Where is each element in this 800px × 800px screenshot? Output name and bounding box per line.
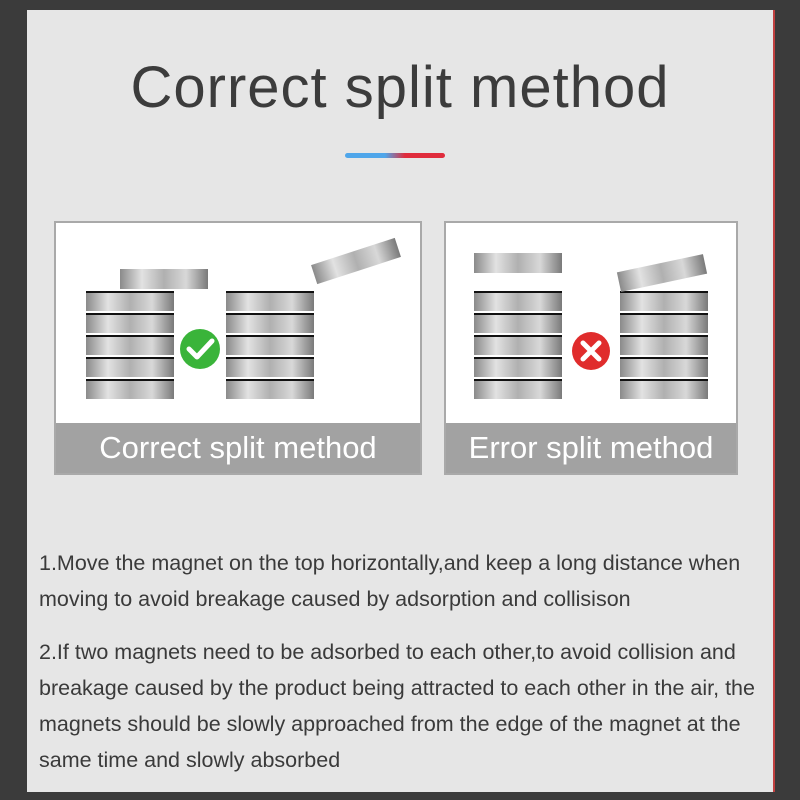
check-icon [180,329,220,369]
left-magnet-stack [474,292,562,399]
error-method-caption: Error split method [446,423,736,473]
page-title: Correct split method [130,55,670,120]
instruction-step-2: 2.If two magnets need to be adsorbed to each other,to avoid collision and breakage caused by the product being attracted to each other in the air, the magnets should be slowly approached from the edge of the magnet at the same time and slowly absorbed [39,640,755,772]
error-method-illustration [446,223,736,423]
instruction-step-1: 1.Move the magnet on the top horizontally,and keep a long distance when moving to avoid breakage caused by adsorption and collisison [39,551,741,611]
left-magnet-stack [86,292,174,399]
title-accent-bar [345,153,445,158]
content-panel [27,10,775,792]
tilted-magnet [311,238,401,284]
sliding-magnet [120,269,208,289]
lifted-magnet [474,253,562,273]
tilted-magnet [617,254,707,292]
right-magnet-stack [226,292,314,399]
correct-method-illustration [56,223,420,423]
cross-icon [572,332,610,370]
right-magnet-stack [620,292,708,399]
error-method-card [444,221,738,475]
correct-method-caption: Correct split method [56,423,420,473]
correct-method-card [54,221,422,475]
instructions [39,545,769,795]
